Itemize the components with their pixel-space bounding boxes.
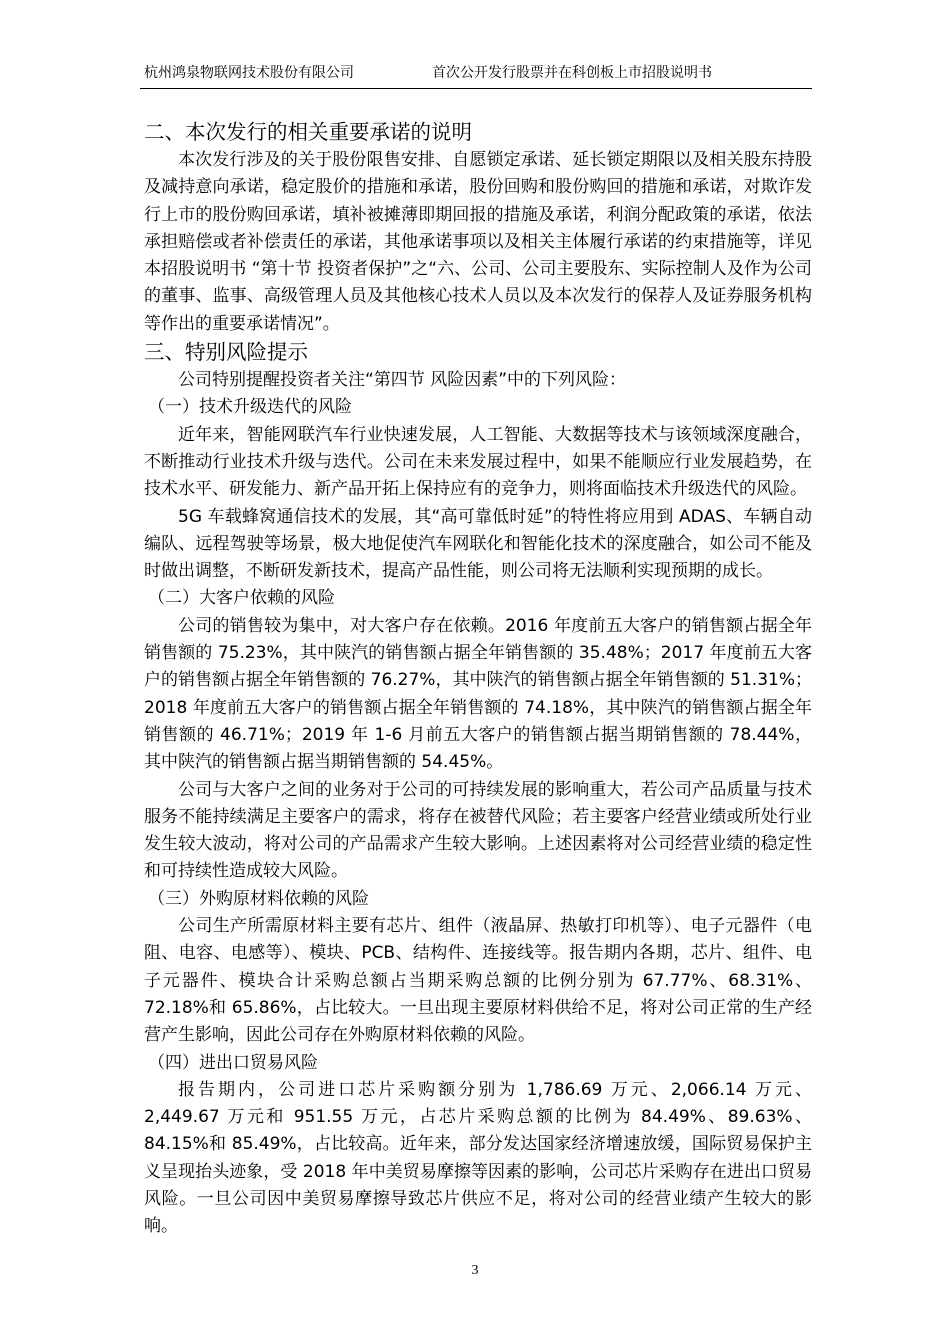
page-body <box>144 118 812 1241</box>
risk-1-paragraph-1: 近年来，智能网联汽车行业快速发展，人工智能、大数据等技术与该领域深度融合，不断推动行业技术升级与迭代。公司在未来发展过程中，如果不能顺应行业发展趋势，在技术水平、研发能力、新产品开拓上保持应有的竞争力，则将面临技术升级迭代的风险。 <box>144 424 812 500</box>
header-doc-title: 首次公开发行股票并在科创板上市招股说明书 <box>432 65 712 81</box>
page-header <box>140 60 812 89</box>
risk-3-paragraph-1: 公司生产所需原材料主要有芯片、组件（液晶屏、热敏打印机等）、电子元器件（电阻、电容、电感等）、模块、PCB、结构件、连接线等。报告期内各期，芯片、组件、电子元器件、模块合计采购总额占当期采购总额的比例分别为 67.77%、68.31%、72.18%和 65.86%，占比较大。一旦出现主要原材料供给不足，将对公司正常的生产经营产生影响，因此公司存在外购原材料依赖的风险。 <box>144 916 812 1046</box>
risk-2-title: （二）大客户依赖的风险 <box>148 588 335 609</box>
risk-4-title: （四）进出口贸易风险 <box>148 1052 318 1073</box>
page-number: 3 <box>471 1263 479 1278</box>
risk-2-paragraph-2: 公司与大客户之间的业务对于公司的可持续发展的影响重大，若公司产品质量与技术服务不能持续满足主要客户的需求，将存在被替代风险；若主要客户经营业绩或所处行业发生较大波动，将对公司的产品需求产生较大影响。上述因素将对公司经营业绩的稳定性和可持续性造成较大风险。 <box>144 779 812 882</box>
section-3-title: 三、特别风险提示 <box>144 340 308 365</box>
section-2-paragraph: 本次发行涉及的关于股份限售安排、自愿锁定承诺、延长锁定期限以及相关股东持股及减持意向承诺，稳定股价的措施和承诺，股份回购和股份购回的措施和承诺，对欺诈发行上市的股份购回承诺，填补被摊薄即期回报的措施及承诺，利润分配政策的承诺，依法承担赔偿或者补偿责任的承诺，其他承诺事项以及相关主体履行承诺的约束措施等，详见本招股说明书 “第十节 投资者保护”之“六、公司、公司主要股东、实际控制人及作为公司的董事、监事、高级管理人员及其他核心技术人员以及本次发行的保荐人及证券服务机构等作出的重要承诺情况”。 <box>144 150 812 334</box>
section-3-intro: 公司特别提醒投资者关注“第四节 风险因素”中的下列风险： <box>178 370 627 391</box>
risk-1-paragraph-2: 5G 车载蜂窝通信技术的发展，其“高可靠低时延”的特性将应用到 ADAS、车辆自动编队、远程驾驶等场景，极大地促使汽车网联化和智能化技术的深度融合，如公司不能及时做出调整，不断研发新技术，提高产品性能，则公司将无法顺利实现预期的成长。 <box>144 506 812 582</box>
risk-2-paragraph-1: 公司的销售较为集中，对大客户存在依赖。2016 年度前五大客户的销售额占据全年销售额的 75.23%，其中陕汽的销售额占据全年销售额的 35.48%；2017 年度前五大客户的销售额占据全年销售额的 76.27%，其中陕汽的销售额占据全年销售额的 51.31%；2018 年度前五大客户的销售额占据全年销售额的 74.18%，其中陕汽的销售额占据全年销售额的 46.71%；2019 年 1-6 月前五大客户的销售额占据当期销售额的 78.44%，其中陕汽的销售额占据当期销售额的 54.45%。 <box>144 615 812 773</box>
section-2-title: 二、本次发行的相关重要承诺的说明 <box>144 120 472 144</box>
header-company: 杭州鸿泉物联网技术股份有限公司 <box>144 65 354 81</box>
risk-4-paragraph-1: 报告期内，公司进口芯片采购额分别为 1,786.69 万元、2,066.14 万元、2,449.67 万元和 951.55 万元，占芯片采购总额的比例为 84.49%、89.63%、84.15%和 85.49%，占比较高。近年来，部分发达国家经济增速放缓，国际贸易保护主义呈现抬头迹象，受 2018 年中美贸易摩擦等因素的影响，公司芯片采购存在进出口贸易风险。一旦公司因中美贸易摩擦导致芯片供应不足，将对公司的经营业绩产生较大的影响。 <box>144 1079 812 1237</box>
risk-1-title: （一）技术升级迭代的风险 <box>148 397 352 418</box>
risk-3-title: （三）外购原材料依赖的风险 <box>148 888 369 909</box>
